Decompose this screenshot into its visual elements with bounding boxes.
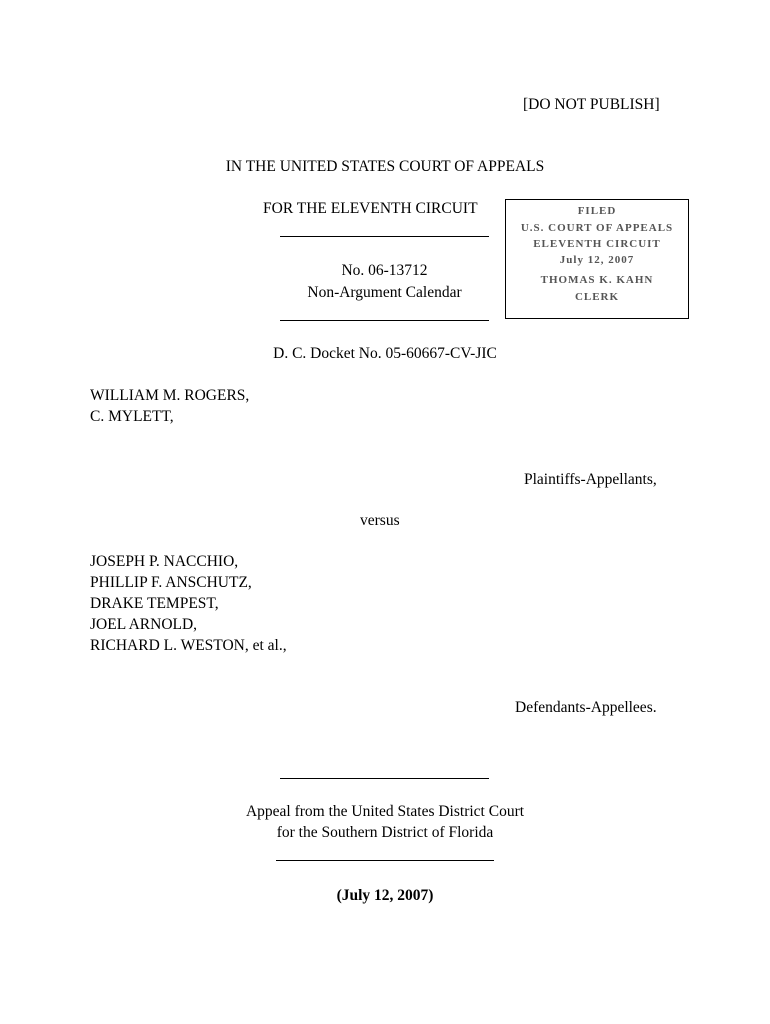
stamp-date: July 12, 2007: [559, 254, 635, 266]
stamp-circuit: ELEVENTH CIRCUIT: [533, 238, 661, 250]
defendant-name: JOSEPH P. NACCHIO,: [90, 553, 239, 570]
divider-lower: [280, 778, 489, 779]
defendant-name: DRAKE TEMPEST,: [90, 595, 219, 612]
appeal-line-1: Appeal from the United States District Court: [245, 803, 525, 820]
do-not-publish-label: [DO NOT PUBLISH]: [523, 96, 660, 113]
stamp-court: U.S. COURT OF APPEALS: [520, 222, 674, 234]
defendants-role: Defendants-Appellees.: [515, 699, 657, 716]
defendant-name: JOEL ARNOLD,: [90, 616, 198, 633]
defendant-name: RICHARD L. WESTON, et al.,: [90, 637, 287, 654]
divider-bottom: [276, 860, 494, 861]
plaintiff-name: C. MYLETT,: [90, 408, 174, 425]
calendar-type: Non-Argument Calendar: [307, 284, 462, 301]
appeal-line-2: for the Southern District of Florida: [276, 824, 494, 841]
defendant-name: PHILLIP F. ANSCHUTZ,: [90, 574, 252, 591]
case-number: No. 06-13712: [341, 262, 428, 279]
versus-label: versus: [360, 512, 400, 529]
divider-top: [280, 236, 489, 237]
divider-mid: [280, 320, 489, 321]
docket-number: D. C. Docket No. 05-60667-CV-JIC: [273, 345, 497, 362]
circuit-title: FOR THE ELEVENTH CIRCUIT: [263, 200, 478, 217]
stamp-clerk-title: CLERK: [574, 291, 620, 303]
stamp-clerk-name: THOMAS K. KAHN: [540, 274, 654, 286]
stamp-filed: FILED: [577, 205, 617, 217]
court-title: IN THE UNITED STATES COURT OF APPEALS: [225, 158, 545, 175]
plaintiffs-role: Plaintiffs-Appellants,: [524, 471, 657, 488]
decision-date: (July 12, 2007): [336, 887, 434, 904]
plaintiff-name: WILLIAM M. ROGERS,: [90, 387, 250, 404]
stamp-box: [505, 199, 689, 319]
